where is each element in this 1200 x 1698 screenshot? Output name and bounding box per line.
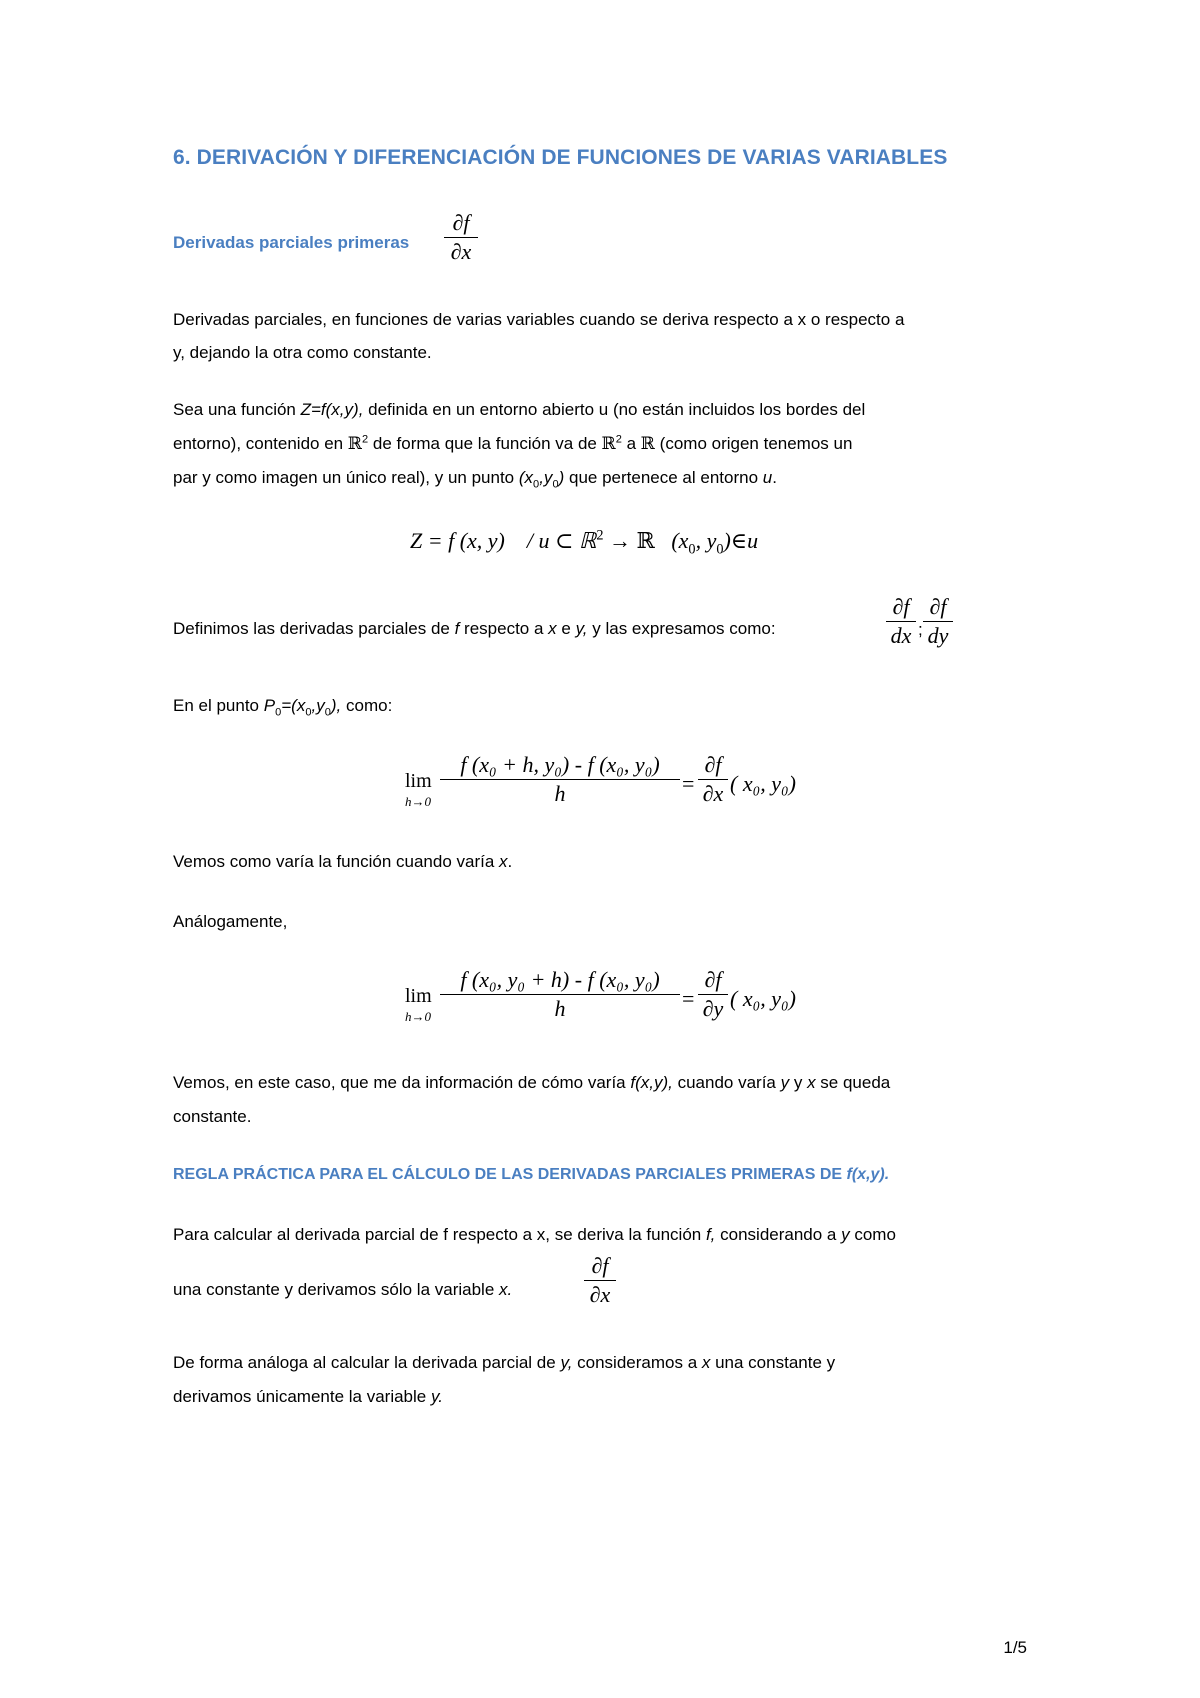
point-arguments: ( x₀, y₀)	[730, 771, 796, 796]
paragraph-line: constante.	[173, 1107, 252, 1126]
equals-sign: =	[682, 986, 695, 1011]
paragraph-line: De forma análoga al calcular la derivada parcial de y, consideramos a x una constante y	[173, 1353, 836, 1372]
limit-operator: lim h→0	[405, 770, 432, 809]
point-arguments: ( x₀, y₀)	[730, 986, 796, 1011]
difference-quotient-x: f (x₀ + h, y₀) - f (x₀, y₀) h	[440, 752, 680, 807]
section-heading-derivadas: Derivadas parciales primeras	[173, 233, 410, 252]
fraction-df-dx: ∂f ∂x	[698, 752, 728, 807]
fraction-df-dx: ∂f dx	[886, 594, 916, 649]
fraction-df-dy: ∂f ∂y	[698, 967, 728, 1022]
paragraph-line: Derivadas parciales, en funciones de varias variables cuando se deriva respecto a x o respecto a	[173, 310, 905, 329]
equals-sign: =	[682, 771, 695, 796]
paragraph-line: Definimos las derivadas parciales de f respecto a x e y, y las expresamos como:	[173, 619, 776, 638]
paragraph-line: Vemos como varía la función cuando varía x.	[173, 852, 513, 871]
difference-quotient-y: f (x₀, y₀ + h) - f (x₀, y₀) h	[440, 967, 680, 1022]
separator: ;	[918, 620, 923, 639]
paragraph-line: y, dejando la otra como constante.	[173, 343, 432, 362]
paragraph-line: Para calcular al derivada parcial de f respecto a x, se deriva la función f, considerando a y como	[173, 1225, 896, 1244]
paragraph-line: Sea una función Z=f(x,y), definida en un entorno abierto u (no están incluidos los bordes del	[173, 400, 866, 419]
paragraph-line: Análogamente,	[173, 912, 288, 931]
equation-function-definition: Z = f (x, y) / u ⊂ ℝ$^2$ → ℝ ($x_0$, $y_0)\in u$	[410, 527, 759, 558]
paragraph-line: En el punto $P_0=(x_0,y_0)$, como:	[173, 696, 393, 719]
page-number: 1/5	[1003, 1638, 1027, 1657]
paragraph-line: una constante y derivamos sólo la variable x.	[173, 1280, 513, 1299]
page-title: 6. DERIVACIÓN Y DIFERENCIACIÓN DE FUNCIONES DE VARIAS VARIABLES	[173, 146, 948, 169]
fraction-df-dy: ∂f dy	[923, 594, 953, 649]
fraction-df-dx: ∂f ∂x	[584, 1253, 616, 1308]
section-heading-regla: REGLA PRÁCTICA PARA EL CÁLCULO DE LAS DERIVADAS PARCIALES PRIMERAS DE f(x,y).	[173, 1166, 890, 1183]
paragraph-line: par y como imagen un único real), y un punto $(x_0,y_0)$ que pertenece al entorno u.	[173, 468, 777, 491]
paragraph-line: entorno), contenido en ℝ$^2$ de forma que la función va de ℝ$^2$ a ℝ (como origen tenemos un	[173, 433, 853, 453]
paragraph-line: derivamos únicamente la variable y.	[173, 1387, 443, 1406]
fraction-df-dx: ∂f ∂x	[444, 210, 478, 265]
paragraph-line: Vemos, en este caso, que me da información de cómo varía f(x,y), cuando varía y y x se queda	[173, 1073, 891, 1092]
limit-operator: lim h→0	[405, 985, 432, 1024]
